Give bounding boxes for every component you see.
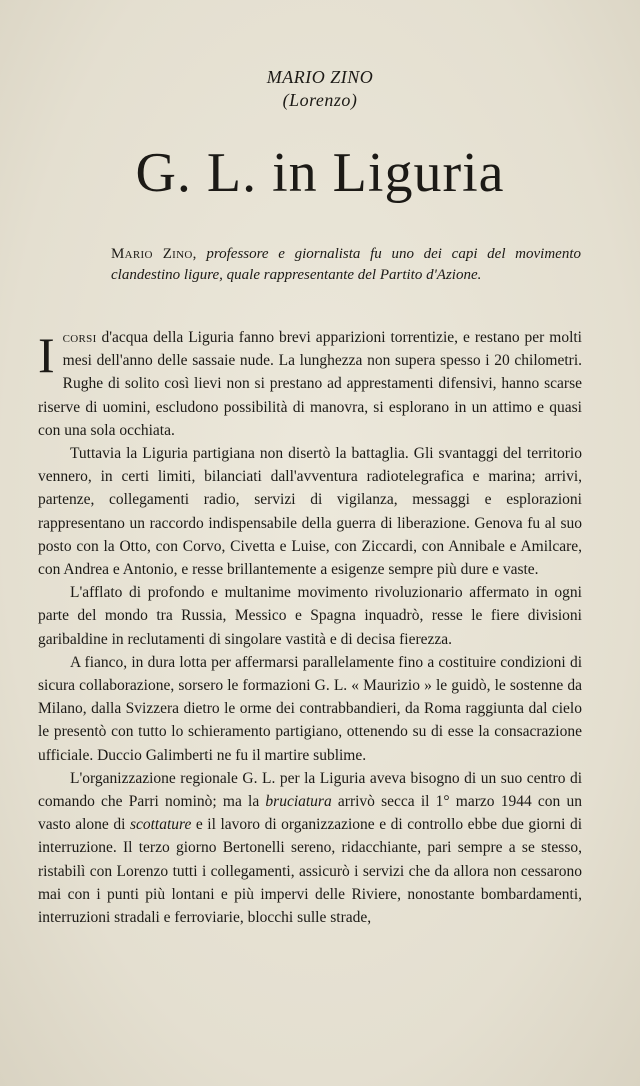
author-pseudonym: (Lorenzo) (282, 90, 358, 110)
paragraph-4: A fianco, in dura lotta per affermarsi parallelamente fino a costituire condizioni di sicura collaborazione, sorsero le formazioni G. L. « Maurizio » le guidò, le sostenne da Milano, dalla Svizzera dietro le orme dei contrabbandieri, da Roma raggiunta dal cielo le presentò con tutto lo schieramento partigiano, ottenendo su di esse la consacrazione ufficiale. Duccio Galimberti ne fu il martire sublime. (38, 653, 582, 764)
author-abstract (111, 244, 581, 285)
article-body (38, 326, 582, 929)
paragraph-5-part-b: arrivò secca il 1° marzo 1944 con un vasto alone di (38, 793, 582, 834)
paragraph-1 (38, 326, 582, 442)
abstract-author-name: Mario Zino, (111, 246, 197, 262)
author-name: MARIO ZINO (266, 67, 374, 87)
paragraph-5-part-a: L'organizzazione regionale G. L. per la Liguria aveva bisogno di un suo centro di comando che Parri nominò; ma la (38, 769, 582, 811)
abstract-description: professore e giornalista fu uno dei capi del movimento clandestino ligure, quale rappresentante del Partito d'Azione. (111, 246, 581, 283)
paragraph-5-emphasis-2: scottature (129, 816, 192, 834)
paragraph-3: L'afflato di profondo e multanime movimento rivoluzionario affermato in ogni parte del mondo tra Russia, Messico e Spagna inquadrò, resse le fiere divisioni garibaldine in reclutamenti di singolare vastità e di decisa fierezza. (38, 584, 582, 648)
drop-cap: I (38, 327, 55, 383)
paragraph-2: Tuttavia la Liguria partigiana non disertò la battaglia. Gli svantaggi del territorio vennero, in certi limiti, bilanciati dall'avventura radiotelegrafica e marina; arrivi, partenze, collegamenti radio, servizi di vigilanza, messaggi e esplorazioni rappresentano un raccordo indispensabile della guerra di liberazione. Genova fu al suo posto con la Otto, con Corvo, Civetta e Luise, con Ziccardi, con Annibale e Amilcare, con Andrea e Antonio, e resse brillantemente a esigenze sempre più dure e vaste. (38, 445, 582, 579)
paragraph-5-part-c: e il lavoro di organizzazione e di controllo ebbe due giorni di interruzione. Il terzo giorno Bertonelli sereno, ridacchiante, pari sempre a se stesso, ristabilì con Lorenzo tutti i collegamenti, assicurò i servizi che da allora non cessarono mai con i punti più lontani e più impervi delle Riviere, nonostante bombardamenti, interruzioni stradali e ferroviarie, blocchi sulle strade, (38, 816, 582, 927)
paragraph-5 (38, 767, 582, 929)
paragraph-5-emphasis-1: bruciatura (265, 793, 332, 811)
paragraph-1-lead: corsi (62, 329, 97, 346)
page-title: G. L. in Liguria (135, 142, 505, 204)
paragraph-1-text: d'acqua della Liguria fanno brevi apparizioni torrentizie, e restano per molti mesi dell'anno delle sassaie nude. La lunghezza non supera spesso i 20 chilometri. Rughe di solito così lievi non si prestano ad apprestamenti difensivi, hanno scarse riserve di uomini, escludono possibilità di manovra, si esplorano in un attimo e quasi con una sola occhiata. (38, 329, 582, 439)
